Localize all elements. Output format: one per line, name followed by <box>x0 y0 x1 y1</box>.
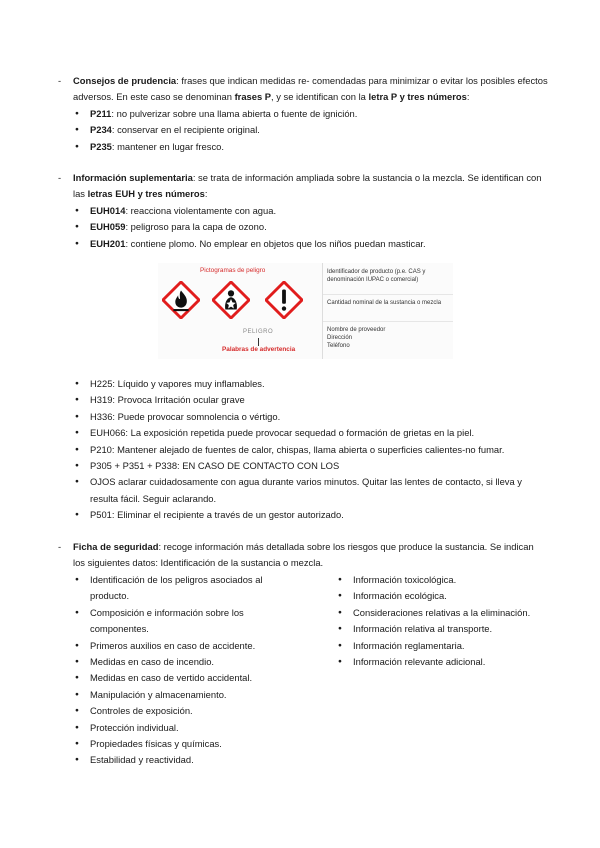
supplier-phone: Teléfono <box>327 343 350 349</box>
bold-text: frases P <box>234 91 272 103</box>
phrase-code: EUH014 <box>90 204 126 216</box>
nominal-quantity: Cantidad nominal de la sustancia o mezcla <box>327 300 442 306</box>
dash-marker: - <box>58 541 62 552</box>
paragraph-text: , y se identifican con la <box>271 91 369 103</box>
section-heading: Consejos de prudencia <box>73 75 177 86</box>
list-item: ● Información reglamentaria. <box>336 638 541 654</box>
list-item: ● Información relativa al transporte. <box>336 621 541 637</box>
list-item: ● P305 + P351 + P338: EN CASO DE CONTACTO CON LOS <box>73 458 551 474</box>
phrase-text: : contiene plomo. No emplear en objetos que los niños puedan masticar. <box>125 237 426 249</box>
signal-word: PELIGRO <box>243 329 274 335</box>
list-item: ● P210: Mantener alejado de fuentes de calor, chispas, llama abierta o superficies calientes-no fumar. <box>73 442 551 458</box>
list-item: ● Composición e información sobre los componentes. <box>73 605 291 638</box>
list-item: ● Controles de exposición. <box>73 703 291 719</box>
section-ficha-seguridad <box>58 539 548 572</box>
warnings-title: Palabras de advertencia <box>222 346 296 353</box>
list-item: ● Identificación de los peligros asociados al producto. <box>73 572 291 605</box>
section-heading: Información suplementaria <box>73 172 193 183</box>
phrase-code: P234 <box>90 124 112 136</box>
phrase-code: EUH201 <box>90 237 126 249</box>
phrase-text: : conservar en el recipiente original. <box>111 124 260 136</box>
list-item <box>73 139 548 155</box>
list-item: ● Medidas en caso de vertido accidental. <box>73 670 291 686</box>
dash-marker: - <box>58 75 62 86</box>
euh-phrases-list <box>73 203 548 252</box>
section-informacion-suplementaria <box>58 170 548 252</box>
phrase-text: : reacciona violentamente con agua. <box>125 204 277 216</box>
list-item <box>73 219 548 235</box>
connector-line <box>258 338 259 346</box>
list-item <box>73 236 548 252</box>
list-item: ● H336: Puede provocar somnolencia o vértigo. <box>73 409 551 425</box>
paragraph-text: : recoge información más detallada sobre los riesgos que produce la sustancia. Se indican los siguientes datos: Identificación de la sustancia o mezcla. <box>73 541 534 569</box>
bold-text: letra P y tres números <box>368 91 467 103</box>
phrase-text: : mantener en lugar fresco. <box>111 140 224 152</box>
divider <box>323 294 453 295</box>
phrase-text: : peligroso para la capa de ozono. <box>125 221 267 233</box>
list-item: ● Primeros auxilios en caso de accidente. <box>73 638 291 654</box>
section-heading: Ficha de seguridad <box>73 541 159 552</box>
section-paragraph <box>73 170 548 203</box>
supplier-name: Nombre de proveedor <box>327 327 386 333</box>
list-item: ● Consideraciones relativas a la eliminación. <box>336 605 541 621</box>
list-item: ● Información toxicológica. <box>336 572 541 588</box>
paragraph-text: : se trata de información ampliada sobre la sustancia o la mezcla. Se identifican con las <box>73 172 542 200</box>
list-item: ● Información relevante adicional. <box>336 654 541 670</box>
bold-text: letras EUH y tres números <box>87 188 205 200</box>
phrase-text: : no pulverizar sobre una llama abierta o fuente de ignición. <box>111 107 358 119</box>
list-item <box>73 106 548 122</box>
list-item <box>73 122 548 138</box>
dash-marker: - <box>58 172 62 183</box>
phrase-code: EUH059 <box>90 221 126 233</box>
paragraph-text: : frases que indican medidas re- comendadas para minimizar o evitar los posibles efectos adversos. En este caso se denominan <box>73 75 548 103</box>
list-item: ● Propiedades físicas y químicas. <box>73 736 291 752</box>
pictograms-title: Pictogramas de peligro <box>200 267 266 274</box>
paragraph-text: : <box>466 91 470 103</box>
list-item: ● Protección individual. <box>73 720 291 736</box>
list-item: ● H225: Líquido y vapores muy inflamables. <box>73 376 551 392</box>
list-item: ● Información ecológica. <box>336 588 541 604</box>
exclamation-pictogram-icon <box>265 281 303 319</box>
divider <box>323 321 453 322</box>
section-paragraph <box>73 539 548 572</box>
p-phrases-list <box>73 106 548 155</box>
section-consejos-prudencia <box>58 73 548 155</box>
ficha-list-column-1 <box>73 572 291 769</box>
health-hazard-pictogram-icon <box>212 281 250 319</box>
list-item: ● H319: Provoca Irritación ocular grave <box>73 392 551 408</box>
list-item: ● Estabilidad y reactividad. <box>73 752 291 768</box>
paragraph-text: : <box>204 188 208 200</box>
phrase-code: P235 <box>90 140 112 152</box>
flame-pictogram-icon <box>162 281 200 319</box>
ficha-list-column-2 <box>336 572 541 670</box>
list-item: ● EUH066: La exposición repetida puede provocar sequedad o formación de grietas en la piel. <box>73 425 551 441</box>
product-identifier: Identificador de producto (p.e. CAS y denominación IUPAC o comercial) <box>327 269 426 283</box>
list-item: ● Manipulación y almacenamiento. <box>73 687 291 703</box>
list-item: ● Medidas en caso de incendio. <box>73 654 291 670</box>
label-info-panel <box>322 263 453 359</box>
supplier-address: Dirección <box>327 335 353 341</box>
list-item: ● P501: Eliminar el recipiente a través de un gestor autorizado. <box>73 507 551 523</box>
phrase-code: P211 <box>90 107 112 119</box>
list-item <box>73 203 548 219</box>
section-paragraph <box>73 73 548 106</box>
list-item: ● OJOS aclarar cuidadosamente con agua durante varios minutos. Quitar las lentes de contacto, si lleva y resulta fácil. Seguir aclarando. <box>73 474 551 507</box>
label-phrases-list <box>73 376 551 524</box>
